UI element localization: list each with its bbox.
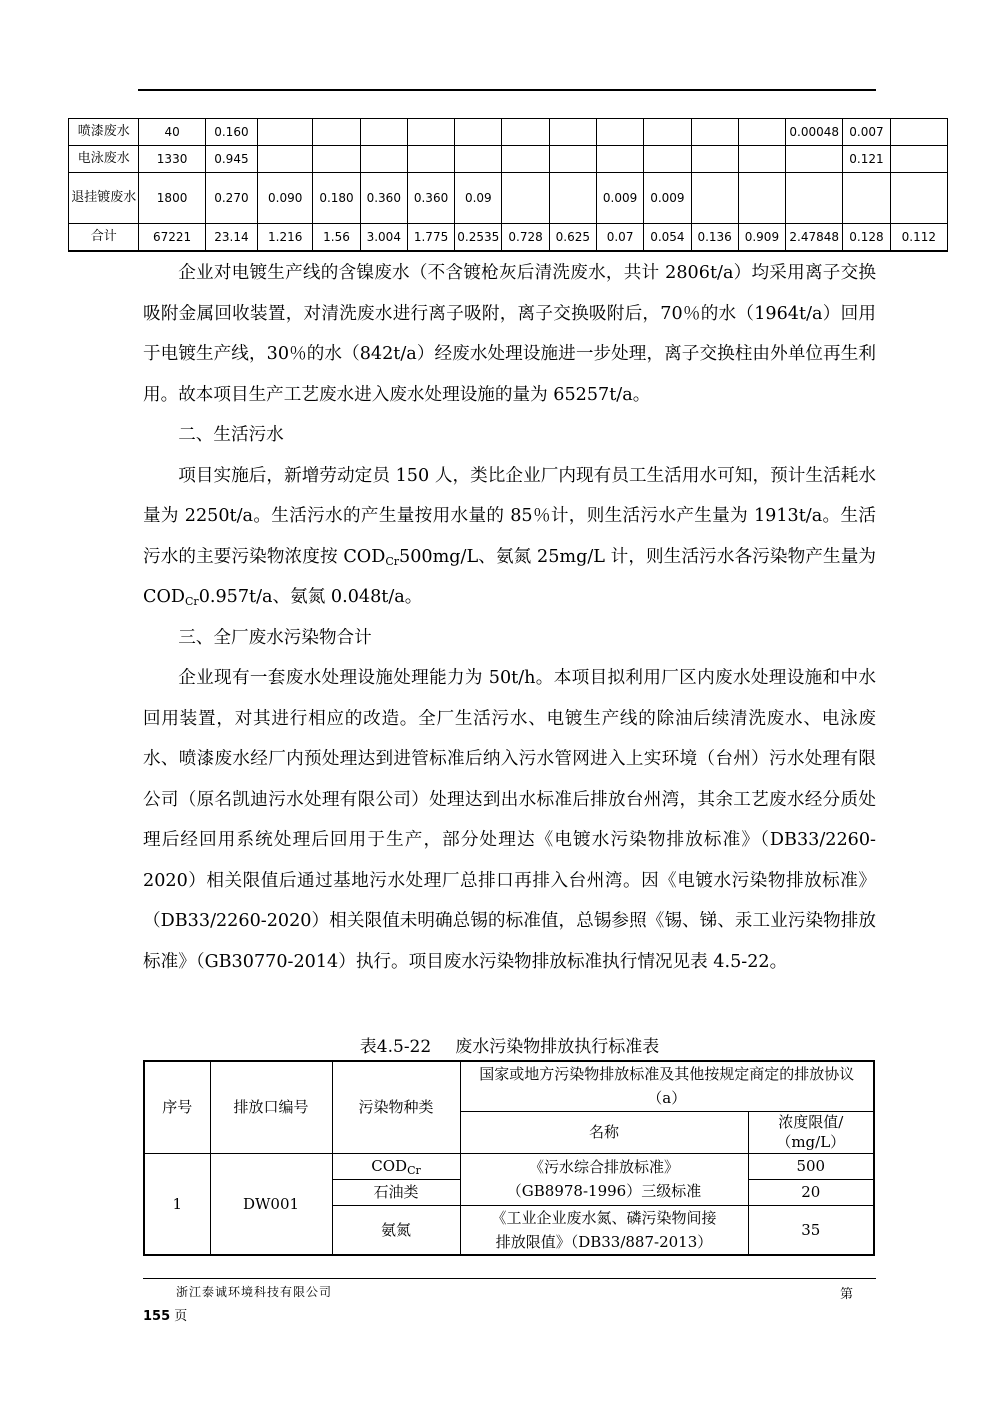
cell-standard-2: 《工业企业废水氮、磷污染物间接 排放限值》（DB33/887-2013） [460, 1205, 748, 1255]
cell-limit-oil: 20 [748, 1179, 874, 1205]
table-cell [258, 146, 313, 173]
cell-cod: $COD_{Cr}$ [332, 1153, 460, 1179]
header-rule [138, 89, 876, 91]
table-cell [502, 119, 549, 146]
table-cell [549, 173, 596, 224]
table-cell [691, 119, 738, 146]
table-cell [738, 119, 785, 146]
table-cell [455, 146, 502, 173]
table-cell [691, 146, 738, 173]
table-cell [843, 173, 890, 224]
table-cell [890, 146, 947, 173]
table-cell [313, 146, 360, 173]
table-row [69, 224, 948, 252]
table-cell [890, 173, 947, 224]
table-cell [738, 173, 785, 224]
row-label: 喷漆废水 [69, 119, 139, 146]
table-row [69, 146, 948, 173]
header-standard-name: 名称 [460, 1111, 748, 1153]
footer-rule [143, 1278, 876, 1279]
header-outlet: 排放口编号 [210, 1061, 332, 1153]
table-cell: 0.009 [596, 173, 643, 224]
table-cell [644, 146, 691, 173]
table-cell: 1800 [139, 173, 205, 224]
row-label: 电泳废水 [69, 146, 139, 173]
table-cell: 0.007 [843, 119, 890, 146]
table-cell [786, 146, 843, 173]
table-cell: 40 [139, 119, 205, 146]
table-cell [644, 119, 691, 146]
table-cell: 0.270 [205, 173, 257, 224]
table-cell: 0.121 [843, 146, 890, 173]
table-cell: 0.128 [843, 224, 890, 252]
table-cell: 0.945 [205, 146, 257, 173]
table-cell [890, 119, 947, 146]
table-cell [786, 173, 843, 224]
table-cell [738, 146, 785, 173]
table-cell: 3.004 [360, 224, 407, 252]
header-standard: 国家或地方污染物排放标准及其他按规定商定的排放协议（a） [460, 1061, 874, 1111]
cell-outlet: DW001 [210, 1153, 332, 1255]
table-cell [455, 119, 502, 146]
table-row [69, 119, 948, 146]
paragraph-plant-total: 企业现有一套废水处理设施处理能力为 50t/h。本项目拟利用厂区内废水处理设施和中水回用装置，对其进行相应的改造。全厂生活污水、电镀生产线的除油后续清洗废水、电泳废水、喷漆废水经厂内预处理达到进管标准后纳入污水管网进入上实环境（台州）污水处理有限公司（原名凯迪污水处理有限公司）处理达到出水标准后排放台州湾，其余工艺废水经分质处理后经回用系统处理后回用于生产，部分处理达《电镀水污染物排放标准》（DB33/2260-2020）相关限值后通过基地污水处理厂总排口再排入台州湾。因《电镀水污染物排放标准》（DB33/2260-2020）相关限值未明确总锡的标准值，总锡参照《锡、锑、汞工业污染物排放标准》（GB30770-2014）执行。项目废水污染物排放标准执行情况见表 4.5-22。 [143, 668, 876, 972]
table-cell [360, 119, 407, 146]
table-cell: 1.216 [258, 224, 313, 252]
paragraph-nickel-wastewater: 企业对电镀生产线的含镍废水（不含镀枪灰后清洗废水，共计 2806t/a）均采用离子交换吸附金属回收装置，对清洗废水进行离子吸附，离子交换吸附后，70％的水（1964t/a）回用于电镀生产线，30％的水（842t/a）经废水处理设施进一步处理，离子交换柱由外单位再生利用。故本项目生产工艺废水进入废水处理设施的量为 65257t/a。 [143, 263, 876, 405]
section-heading-domestic-sewage: 二、生活污水 [178, 425, 284, 445]
table-cell: 1.775 [407, 224, 454, 252]
cell-limit-cod: 500 [748, 1153, 874, 1179]
table-cell [549, 146, 596, 173]
footer-company: 浙江泰诚环境科技有限公司 [176, 1285, 333, 1299]
section-heading-plant-total: 三、全厂废水污染物合计 [178, 627, 372, 648]
table-cell [360, 146, 407, 173]
table-cell [313, 119, 360, 146]
table-title: 废水污染物排放执行标准表 [455, 1037, 660, 1057]
table-cell [502, 173, 549, 224]
body-text [143, 253, 876, 982]
table-cell: 0.112 [890, 224, 947, 252]
table-cell: 0.009 [644, 173, 691, 224]
table-cell: 0.625 [549, 224, 596, 252]
table-cell: 0.909 [738, 224, 785, 252]
table-cell [407, 119, 454, 146]
table-cell: 0.054 [644, 224, 691, 252]
table-cell: 67221 [139, 224, 205, 252]
row-label: 退挂镀废水 [69, 173, 139, 224]
table-cell [502, 146, 549, 173]
discharge-standard-table [143, 1060, 875, 1256]
table-cell: 0.160 [205, 119, 257, 146]
table-number: 表4.5-22 [359, 1037, 432, 1057]
table-cell [549, 119, 596, 146]
row-label: 合计 [69, 224, 139, 252]
table-cell: 0.360 [360, 173, 407, 224]
cell-limit-ammonia: 35 [748, 1205, 874, 1255]
footer-page-number: 155 页 [143, 1309, 188, 1324]
table-cell: 1330 [139, 146, 205, 173]
paragraph-domestic-sewage: 项目实施后，新增劳动定员 150 人，类比企业厂内现有员工生活用水可知，预计生活耗水量为 2250t/a。生活污水的产生量按用水量的 85％计，则生活污水产生量为 1913t/a。生活污水的主要污染物浓度按 $COD_{Cr}500mg/L$、氨氮 25mg/L 计，则生活污水各污染物产生量为 $COD_{Cr}0.957t/a$、氨氮 0.048t/a。 [143, 465, 876, 608]
table-cell: 0.2535 [455, 224, 502, 252]
table-cell: 1.56 [313, 224, 360, 252]
table-cell [596, 119, 643, 146]
table-cell: 2.47848 [786, 224, 843, 252]
table-cell [407, 146, 454, 173]
table-cell: 0.090 [258, 173, 313, 224]
table-cell: 0.360 [407, 173, 454, 224]
footer-page-prefix: 第 [840, 1287, 854, 1302]
emission-data-table [68, 118, 948, 252]
table-cell: 0.07 [596, 224, 643, 252]
table-caption [143, 1034, 876, 1060]
cell-ammonia: 氨氮 [332, 1205, 460, 1255]
table-row [69, 173, 948, 224]
table-cell [691, 173, 738, 224]
cell-oil: 石油类 [332, 1179, 460, 1205]
header-seq: 序号 [144, 1061, 210, 1153]
table-cell: 0.136 [691, 224, 738, 252]
table-cell: 0.728 [502, 224, 549, 252]
header-pollutant: 污染物种类 [332, 1061, 460, 1153]
cell-standard-1: 《污水综合排放标准》 （GB8978-1996）三级标准 [460, 1153, 748, 1205]
table-cell: 0.180 [313, 173, 360, 224]
table-cell [258, 119, 313, 146]
table-cell: 23.14 [205, 224, 257, 252]
header-limit: 浓度限值/（mg/L） [748, 1111, 874, 1153]
table-cell [596, 146, 643, 173]
cell-seq: 1 [144, 1153, 210, 1255]
table-cell: 0.09 [455, 173, 502, 224]
table-cell: 0.00048 [786, 119, 843, 146]
